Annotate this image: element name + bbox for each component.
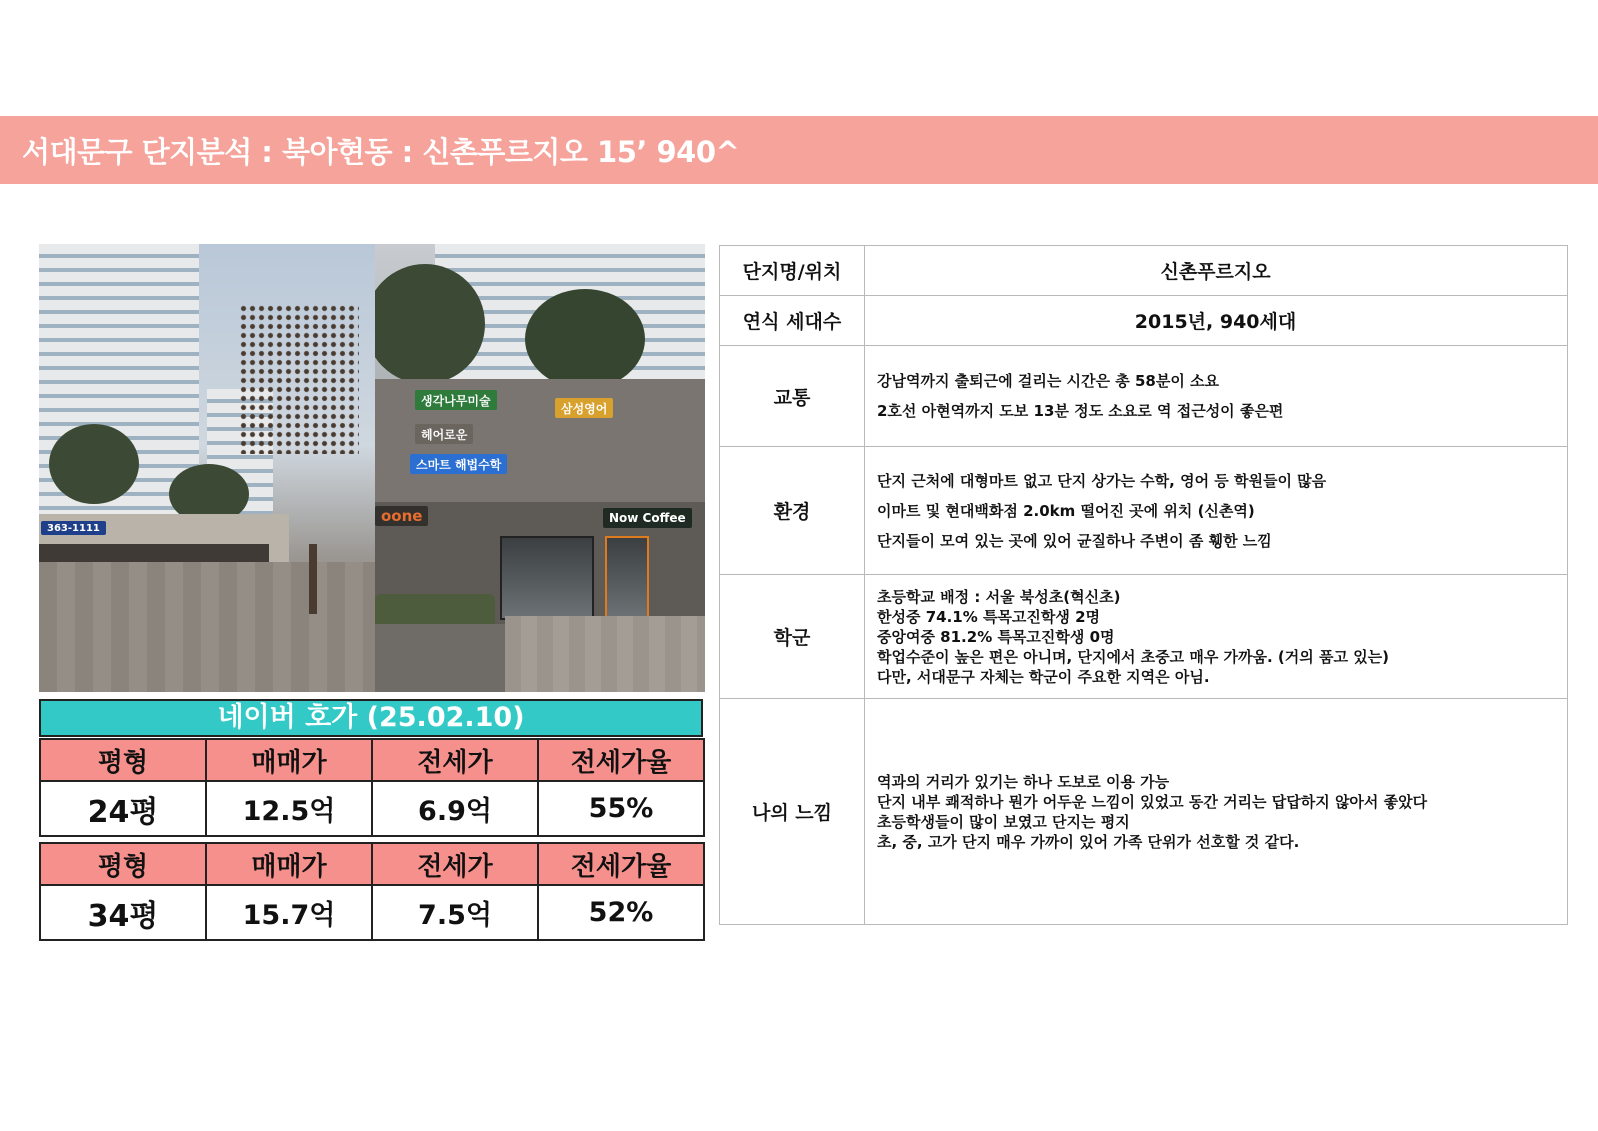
school-text xyxy=(865,575,1568,699)
jeonse-ratio-value: 52% xyxy=(538,885,704,940)
impression-text xyxy=(865,699,1568,925)
info-label: 단지명/위치 xyxy=(720,246,865,296)
apartment-photo xyxy=(39,244,375,692)
header-sale: 매매가 xyxy=(206,843,372,885)
school-line: 초등학교 배정 : 서울 북성초(혁신초) xyxy=(877,587,1121,606)
storefront-photo xyxy=(375,244,705,692)
info-label: 교통 xyxy=(720,346,865,447)
info-row-name xyxy=(720,246,1568,296)
sale-price-value: 15.7억 xyxy=(206,885,372,940)
store-sign: 스마트 해법수학 xyxy=(410,454,507,474)
complex-name-value: 신촌푸르지오 xyxy=(865,246,1568,296)
header-size: 평형 xyxy=(40,739,206,781)
info-label: 나의 느낌 xyxy=(720,699,865,925)
impression-line: 초등학생들이 많이 보였고 단지는 평지 xyxy=(877,812,1130,831)
traffic-line: 강남역까지 출퇴근에 걸리는 시간은 총 58분이 소요 xyxy=(877,372,1220,390)
jeonse-price-value: 7.5억 xyxy=(372,885,538,940)
info-label: 학군 xyxy=(720,575,865,699)
school-line: 학업수준이 높은 편은 아니며, 단지에서 초중고 매우 가까움. (거의 품고 있는) xyxy=(877,647,1390,666)
environment-line: 단지들이 모여 있는 곳에 있어 균질하나 주변이 좀 휑한 느낌 xyxy=(877,531,1272,550)
header-jeonse: 전세가 xyxy=(372,843,538,885)
store-sign: 363-1111 xyxy=(41,521,106,535)
jeonse-ratio-value: 55% xyxy=(538,781,704,836)
environment-line: 단지 근처에 대형마트 없고 단지 상가는 수학, 영어 등 학원들이 많음 xyxy=(877,471,1327,490)
info-row-impression xyxy=(720,699,1568,925)
store-sign: 삼성영어 xyxy=(555,398,613,418)
store-sign: oone xyxy=(375,506,428,526)
header-size: 평형 xyxy=(40,843,206,885)
store-sign: 헤어로운 xyxy=(415,424,473,444)
info-row-environment xyxy=(720,447,1568,575)
store-sign: 생각나무미술 xyxy=(415,390,497,410)
page-title: 서대문구 단지분석 : 북아현동 : 신촌푸르지오 15’ 940^ xyxy=(22,134,740,169)
header-jeonse: 전세가 xyxy=(372,739,538,781)
complex-info-table xyxy=(719,245,1568,925)
size-value: 24평 xyxy=(40,781,206,836)
naver-price-title: 네이버 호가 (25.02.10) xyxy=(39,699,703,737)
info-label: 연식 세대수 xyxy=(720,296,865,346)
traffic-line: 2호선 아현역까지 도보 13분 정도 소요로 역 접근성이 좋은편 xyxy=(877,402,1284,420)
impression-line: 역과의 거리가 있기는 하나 도보로 이용 가능 xyxy=(877,772,1170,791)
year-households-value: 2015년, 940세대 xyxy=(865,296,1568,346)
impression-line: 초, 중, 고가 단지 매우 가까이 있어 가족 단위가 선호할 것 같다. xyxy=(877,832,1300,851)
impression-line: 단지 내부 쾌적하나 뭔가 어두운 느낌이 있었고 동간 거리는 답답하지 않아서 좋았다 xyxy=(877,792,1428,811)
sale-price-value: 12.5억 xyxy=(206,781,372,836)
info-row-year xyxy=(720,296,1568,346)
jeonse-price-value: 6.9억 xyxy=(372,781,538,836)
info-row-school xyxy=(720,575,1568,699)
header-jeonse-ratio: 전세가율 xyxy=(538,843,704,885)
environment-text xyxy=(865,447,1568,575)
size-value: 34평 xyxy=(40,885,206,940)
header-jeonse-ratio: 전세가율 xyxy=(538,739,704,781)
price-table-24 xyxy=(39,738,705,837)
school-line: 다만, 서대문구 자체는 학군이 주요한 지역은 아님. xyxy=(877,667,1210,686)
store-sign: Now Coffee xyxy=(603,508,692,528)
info-label: 환경 xyxy=(720,447,865,575)
environment-line: 이마트 및 현대백화점 2.0km 떨어진 곳에 위치 (신촌역) xyxy=(877,501,1255,520)
school-line: 한성중 74.1% 특목고진학생 2명 xyxy=(877,607,1101,626)
info-row-traffic xyxy=(720,346,1568,447)
price-table-34 xyxy=(39,842,705,941)
traffic-text xyxy=(865,346,1568,447)
header-sale: 매매가 xyxy=(206,739,372,781)
title-banner xyxy=(0,116,1598,184)
school-line: 중앙여중 81.2% 특목고진학생 0명 xyxy=(877,627,1115,646)
